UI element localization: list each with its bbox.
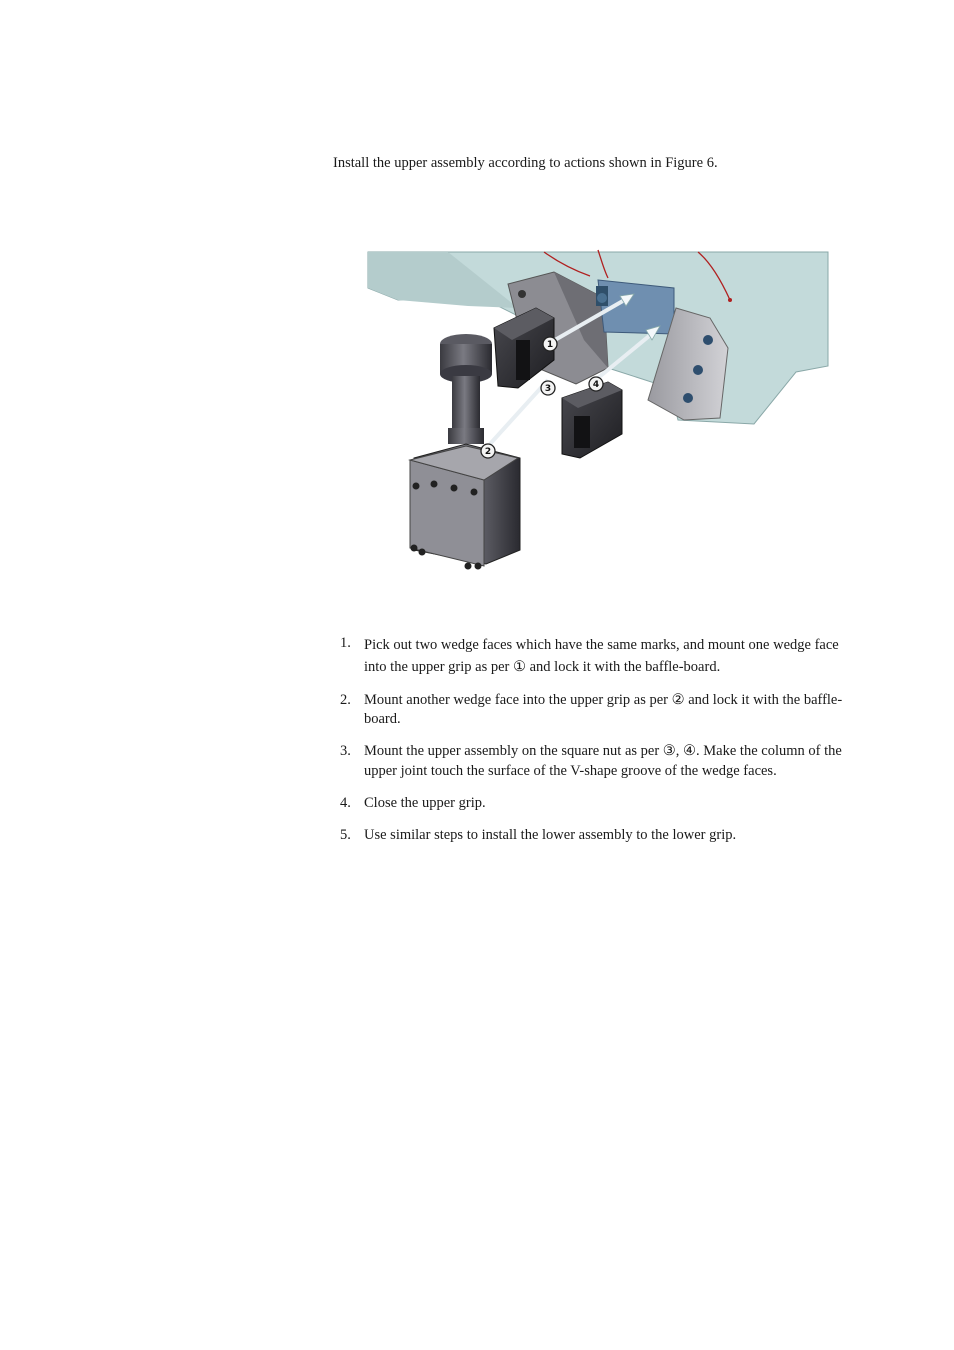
step-item — [340, 826, 854, 846]
step-text: Mount the upper assembly on the square nut as per ③, ④. Make the column of the upper joint touch the surface of the V-shape groove of the wedge faces. — [364, 743, 842, 779]
intro-text: Install the upper assembly according to actions shown in Figure 6. — [333, 155, 718, 171]
callout-2 — [481, 444, 495, 458]
svg-text:3: 3 — [544, 384, 552, 394]
step-number: 5. — [340, 826, 351, 843]
svg-text:1: 1 — [546, 340, 554, 350]
callout-4 — [589, 377, 603, 391]
step-number: 1. — [340, 635, 351, 651]
instruction-steps — [340, 634, 854, 858]
step-item — [340, 691, 854, 730]
step-item — [340, 742, 854, 781]
step-text: Mount another wedge face into the upper grip as per ② and lock it with the baffle-board. — [364, 691, 843, 727]
step-text: Close the upper grip. — [364, 794, 486, 811]
svg-text:4: 4 — [592, 380, 600, 390]
step-text: Use similar steps to install the lower assembly to the lower grip. — [364, 826, 737, 843]
svg-text:2: 2 — [484, 447, 492, 457]
step-item — [340, 794, 854, 814]
wedge-face-2 — [562, 382, 622, 458]
callout-1 — [543, 337, 557, 351]
step-item — [340, 634, 854, 678]
step-text: Pick out two wedge faces which have the same marks, and mount one wedge face into the upper grip as per ① and lock it with the baffle-board. — [364, 637, 839, 675]
step-number: 2. — [340, 691, 351, 708]
step-number: 4. — [340, 794, 351, 811]
upper-assembly-figure — [358, 248, 832, 580]
step-number: 3. — [340, 743, 351, 759]
callout-3 — [541, 381, 555, 395]
